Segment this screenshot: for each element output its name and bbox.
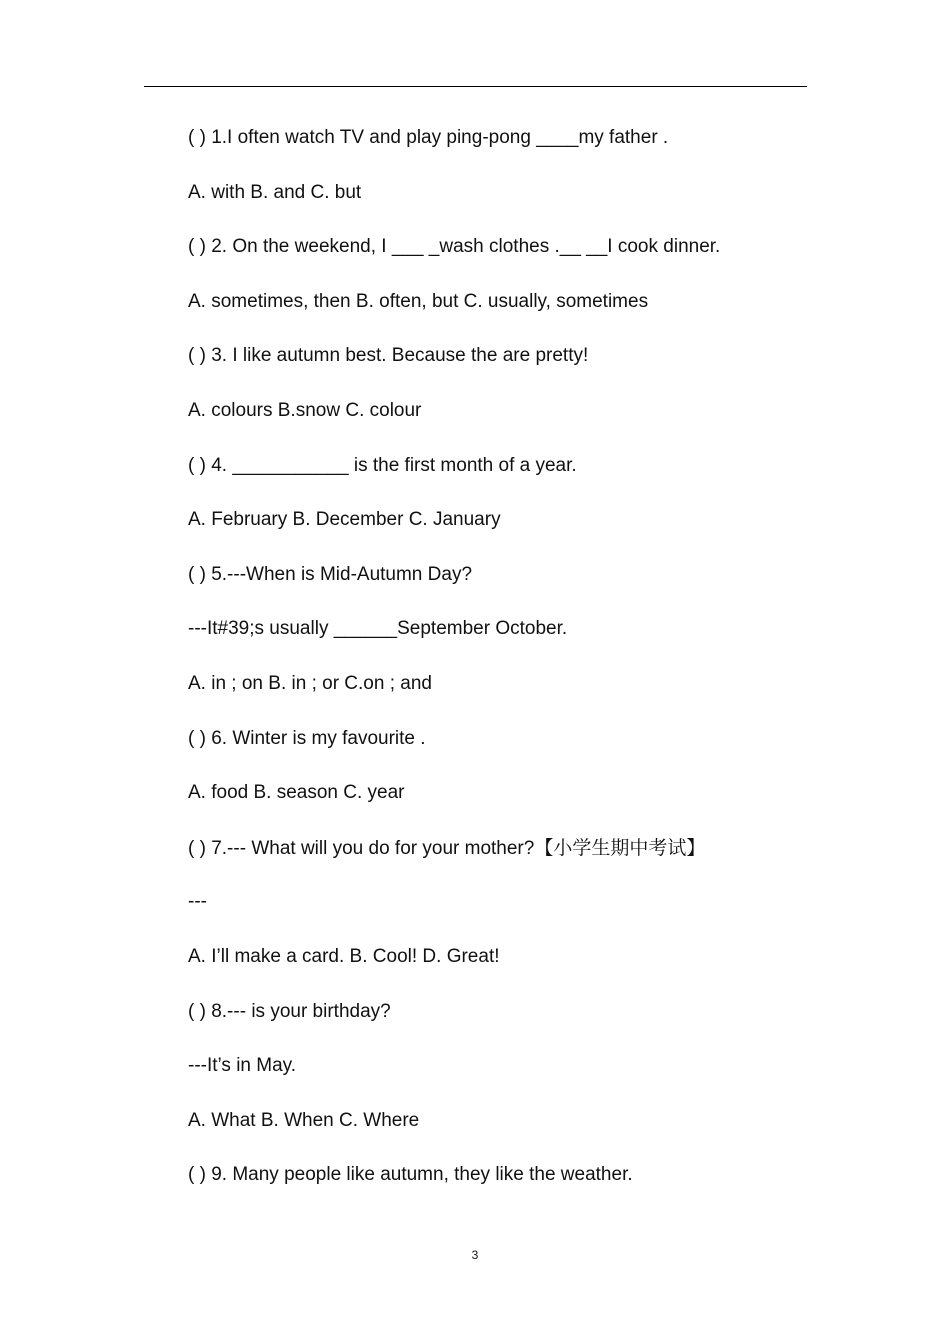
- question-6: ( ) 6. Winter is my favourite .: [188, 727, 426, 749]
- worksheet-content: [188, 124, 828, 1216]
- question-5-answer-prompt: ---It#39;s usually ______September October.: [188, 618, 568, 640]
- question-8-options: A. What B. When C. Where: [188, 1109, 420, 1131]
- question-7-answer-prompt: ---: [188, 891, 207, 913]
- question-1: ( ) 1.I often watch TV and play ping-pong ____my father .: [188, 127, 669, 148]
- question-3-options: A. colours B.snow C. colour: [188, 399, 422, 421]
- question-4: ( ) 4. ___________ is the first month of a year.: [188, 454, 577, 476]
- question-8: ( ) 8.--- is your birthday?: [188, 1000, 391, 1022]
- question-6-options: A. food B. season C. year: [188, 782, 405, 804]
- question-8-answer-prompt: ---It’s in May.: [188, 1055, 297, 1077]
- question-9: ( ) 9. Many people like autumn, they like the weather.: [188, 1164, 633, 1186]
- question-7-row: [188, 834, 828, 862]
- question-7: ( ) 7.--- What will you do for your mother?: [188, 837, 535, 859]
- header-rule: [144, 86, 807, 87]
- question-2-options: A. sometimes, then B. often, but C. usually, sometimes: [188, 290, 649, 312]
- page-number: 3: [471, 1248, 479, 1262]
- question-4-options: A. February B. December C. January: [188, 509, 501, 531]
- question-5: ( ) 5.---When is Mid-Autumn Day?: [188, 563, 473, 585]
- question-2: ( ) 2. On the weekend, I ___ _wash clothes .__ __I cook dinner.: [188, 236, 721, 258]
- question-5-options: A. in ; on B. in ; or C.on ; and: [188, 672, 432, 694]
- question-3: ( ) 3. I like autumn best. Because the are pretty!: [188, 345, 589, 367]
- question-7-options: A. I’ll make a card. B. Cool! D. Great!: [188, 945, 500, 967]
- question-7-tag: 【小学生期中考试】: [534, 836, 706, 859]
- question-1-options: A. with B. and C. but: [188, 181, 362, 203]
